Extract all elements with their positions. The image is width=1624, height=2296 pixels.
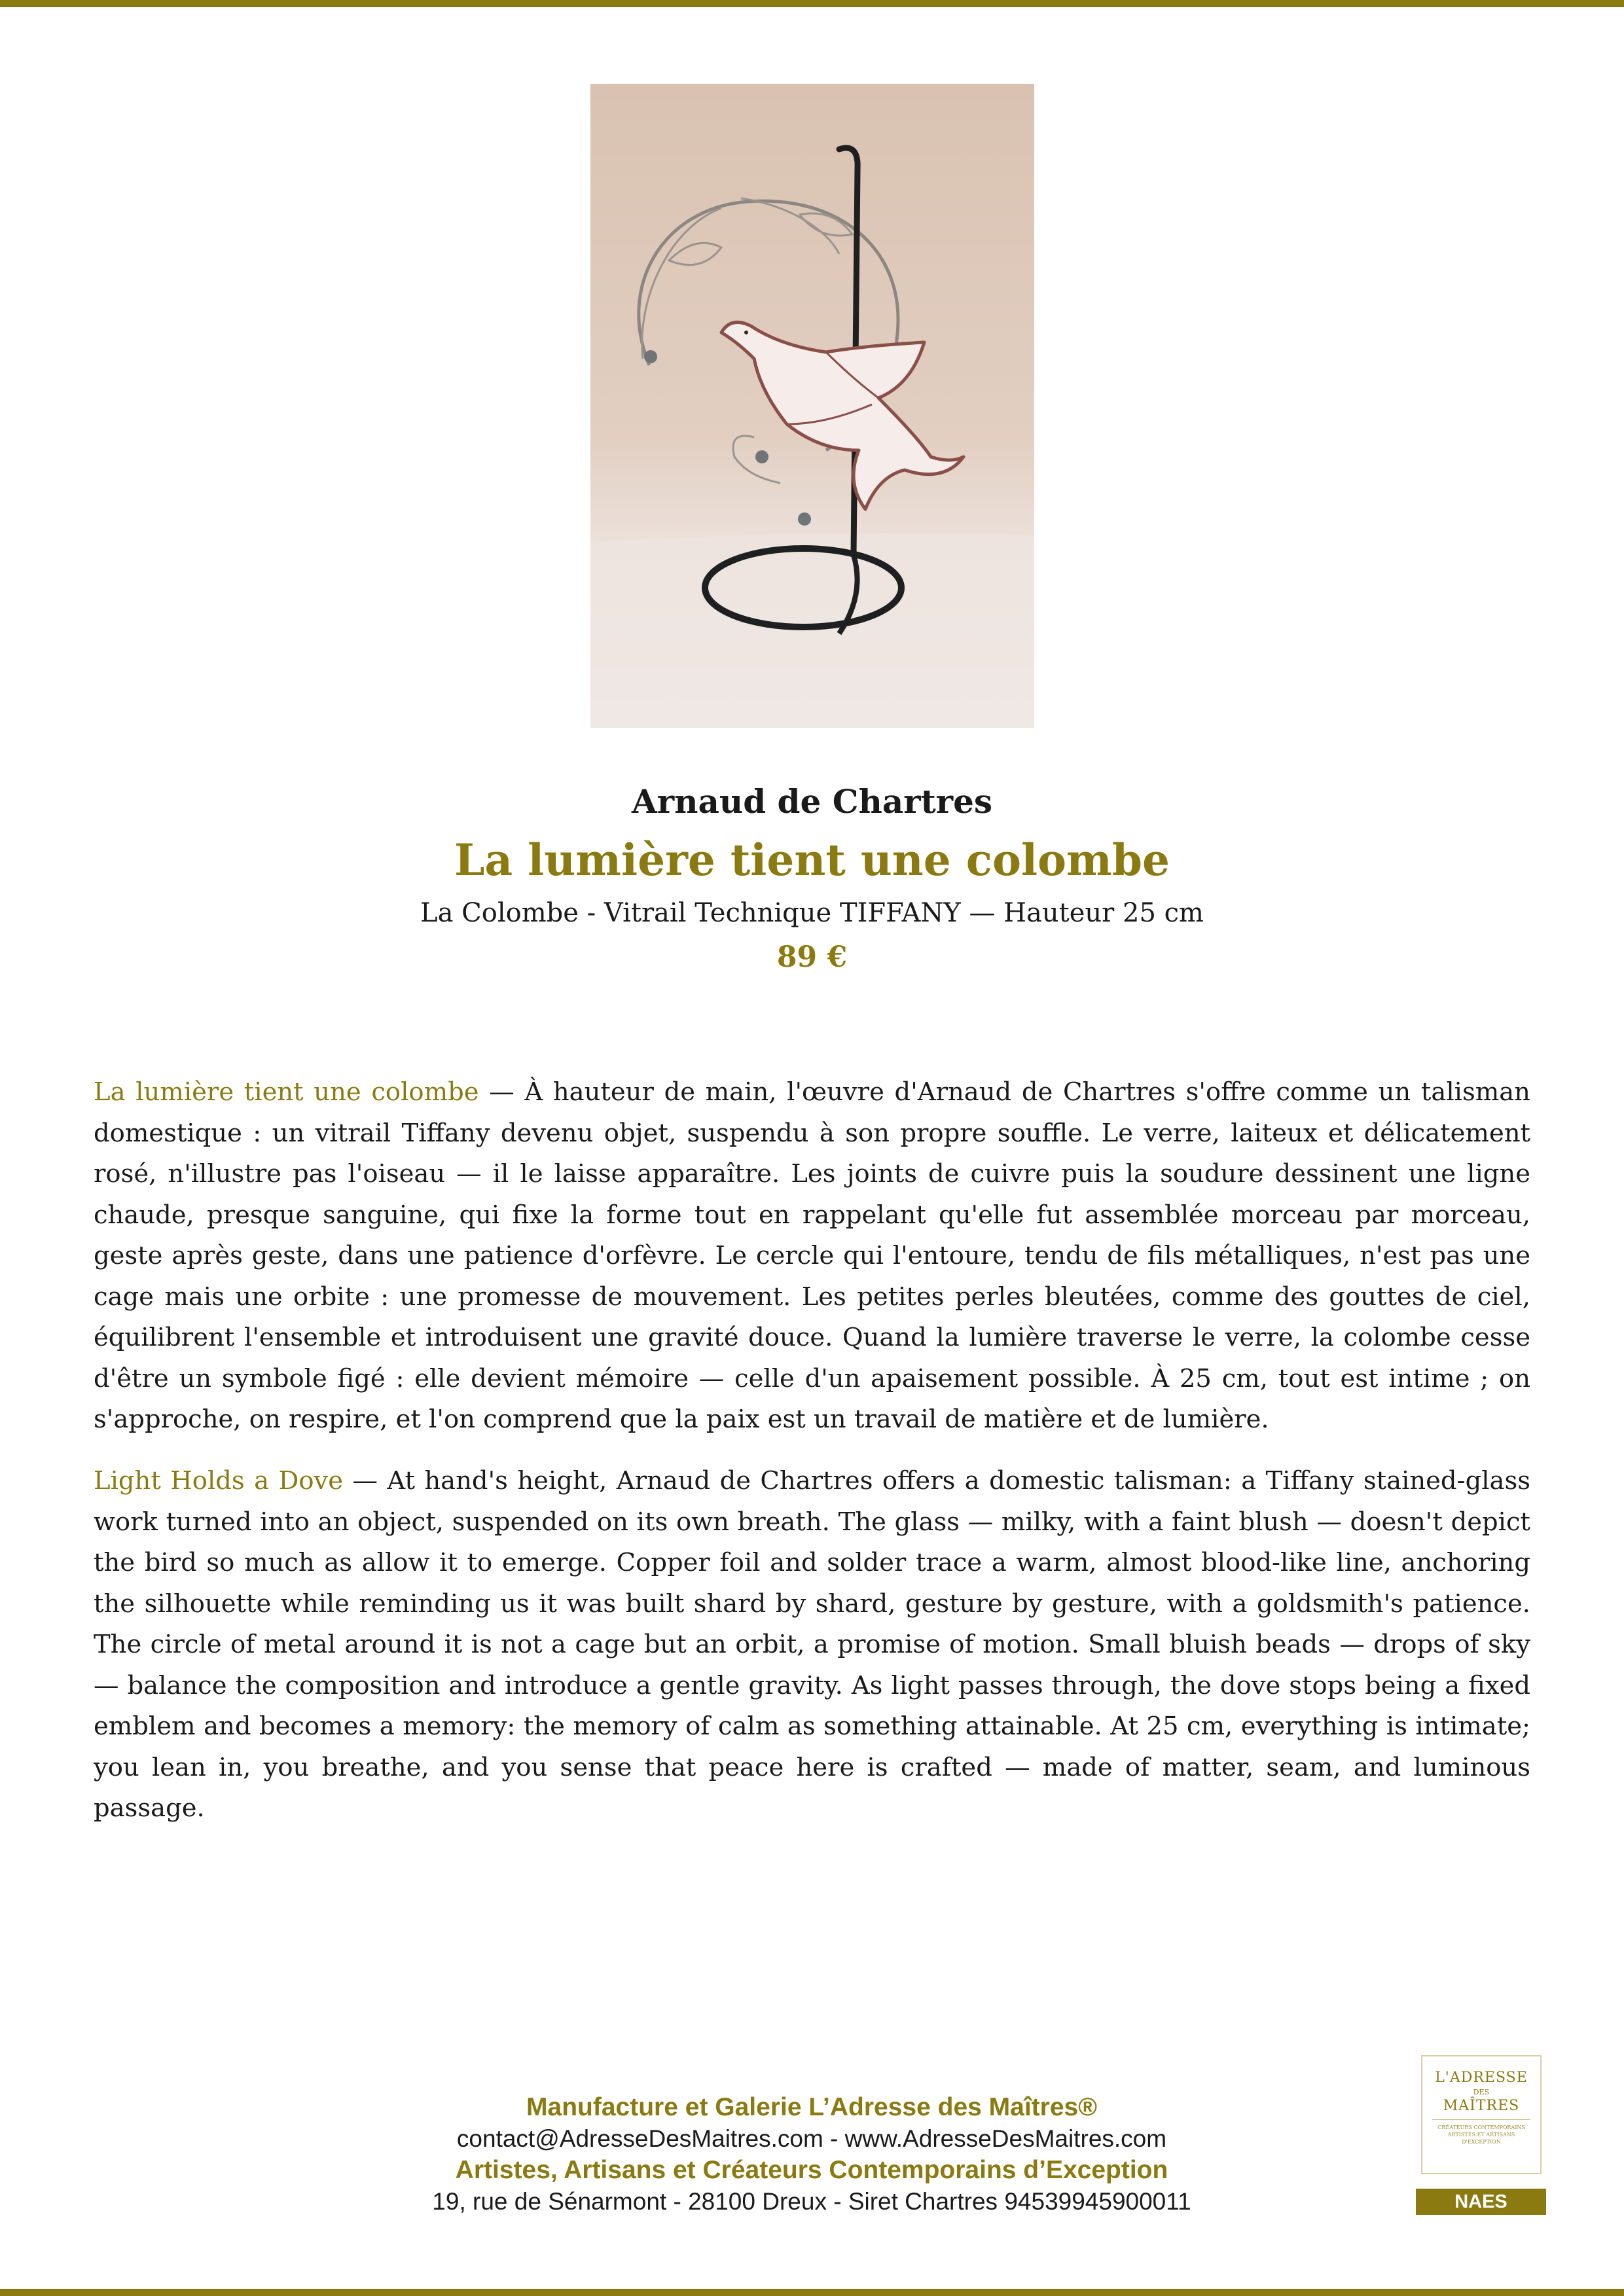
artwork-title: La lumière tient une colombe	[454, 834, 1170, 886]
description-french-text: — À hauteur de main, l'œuvre d'Arnaud de Chartres s'offre comme un talisman domestique : un vitrail Tiffany devenu objet, suspendu à son propre souffle. Le verre, laiteux et délicatement rosé, n'illustre pas l'oiseau — il le laisse apparaître. Les joints de cuivre puis la soudure dessinent une ligne chaude, presque sanguine, qui fixe la forme tout en rappelant qu'elle fut assemblée morceau par morceau, geste après geste, dans une patience d'orfèvre. Le cercle qui l'entoure, tendu de fils métalliques, n'est pas une cage mais une orbite : une promesse de mouvement. Les petites perles bleutées, comme des gouttes de ciel, équilibrent l'ensemble et introduisent une gravité douce. Quand la lumière traverse le verre, la colombe cesse d'être un symbole figé : elle devient mémoire — celle d'un apaisement possible. À 25 cm, tout est intime ; on s'approche, on respire, et l'on comprend que la paix est un travail de matière et de lumière.	[94, 1077, 1530, 1434]
logo-line-3: MAÎTRES	[1443, 2098, 1520, 2114]
logo-tagline: CRÉATEURS CONTEMPORAINS ARTISTES ET ARTISANS D'EXCEPTION	[1437, 2125, 1525, 2145]
footer-tagline: Artistes, Artisans et Créateurs Contemporains d’Exception	[455, 2156, 1168, 2184]
naes-badge: NAES	[1416, 2189, 1546, 2215]
artwork-price: 89 €	[776, 941, 848, 974]
description-english	[94, 1461, 1530, 1829]
footer-contact: contact@AdresseDesMaitres.com - www.AdresseDesMaitres.com	[456, 2125, 1167, 2152]
artwork-subtitle: La Colombe - Vitrail Technique TIFFANY — Hauteur 25 cm	[420, 898, 1204, 928]
logo-divider	[1432, 2119, 1530, 2120]
artwork-photo	[590, 84, 1034, 728]
top-rule	[0, 0, 1624, 7]
footer	[321, 2091, 1303, 2217]
logo-line-1: L'ADRESSE	[1435, 2070, 1528, 2086]
footer-gallery-name: Manufacture et Galerie L’Adresse des Maîtres®	[526, 2093, 1097, 2121]
gallery-logo	[1421, 2055, 1542, 2174]
logo-line-2: DES	[1473, 2088, 1490, 2096]
footer-address: 19, rue de Sénarmont - 28100 Dreux - Siret Chartres 94539945900011	[432, 2188, 1191, 2215]
description-english-lead: Light Holds a Dove	[94, 1466, 344, 1496]
description-english-text: — At hand's height, Arnaud de Chartres offers a domestic talisman: a Tiffany stained-glass work turned into an object, suspended on its own breath. The glass — milky, with a faint blush — doesn't depict the bird so much as allow it to emerge. Copper foil and solder trace a warm, almost blood-like line, anchoring the silhouette while reminding us it was built shard by shard, gesture by gesture, with a goldsmith's patience. The circle of metal around it is not a cage but an orbit, a promise of motion. Small bluish beads — drops of sky — balance the composition and introduce a gentle gravity. As light passes through, the dove stops being a fixed emblem and becomes a memory: the memory of calm as something attainable. At 25 cm, everything is intimate; you lean in, you breathe, and you sense that peace here is crafted — made of matter, seam, and luminous passage.	[94, 1466, 1530, 1823]
description-french-lead: La lumière tient une colombe	[94, 1077, 479, 1107]
bottom-rule	[0, 2289, 1624, 2296]
dove-stained-glass-illustration	[590, 84, 1034, 728]
artist-name: Arnaud de Chartres	[631, 782, 993, 821]
description-french	[94, 1072, 1530, 1441]
